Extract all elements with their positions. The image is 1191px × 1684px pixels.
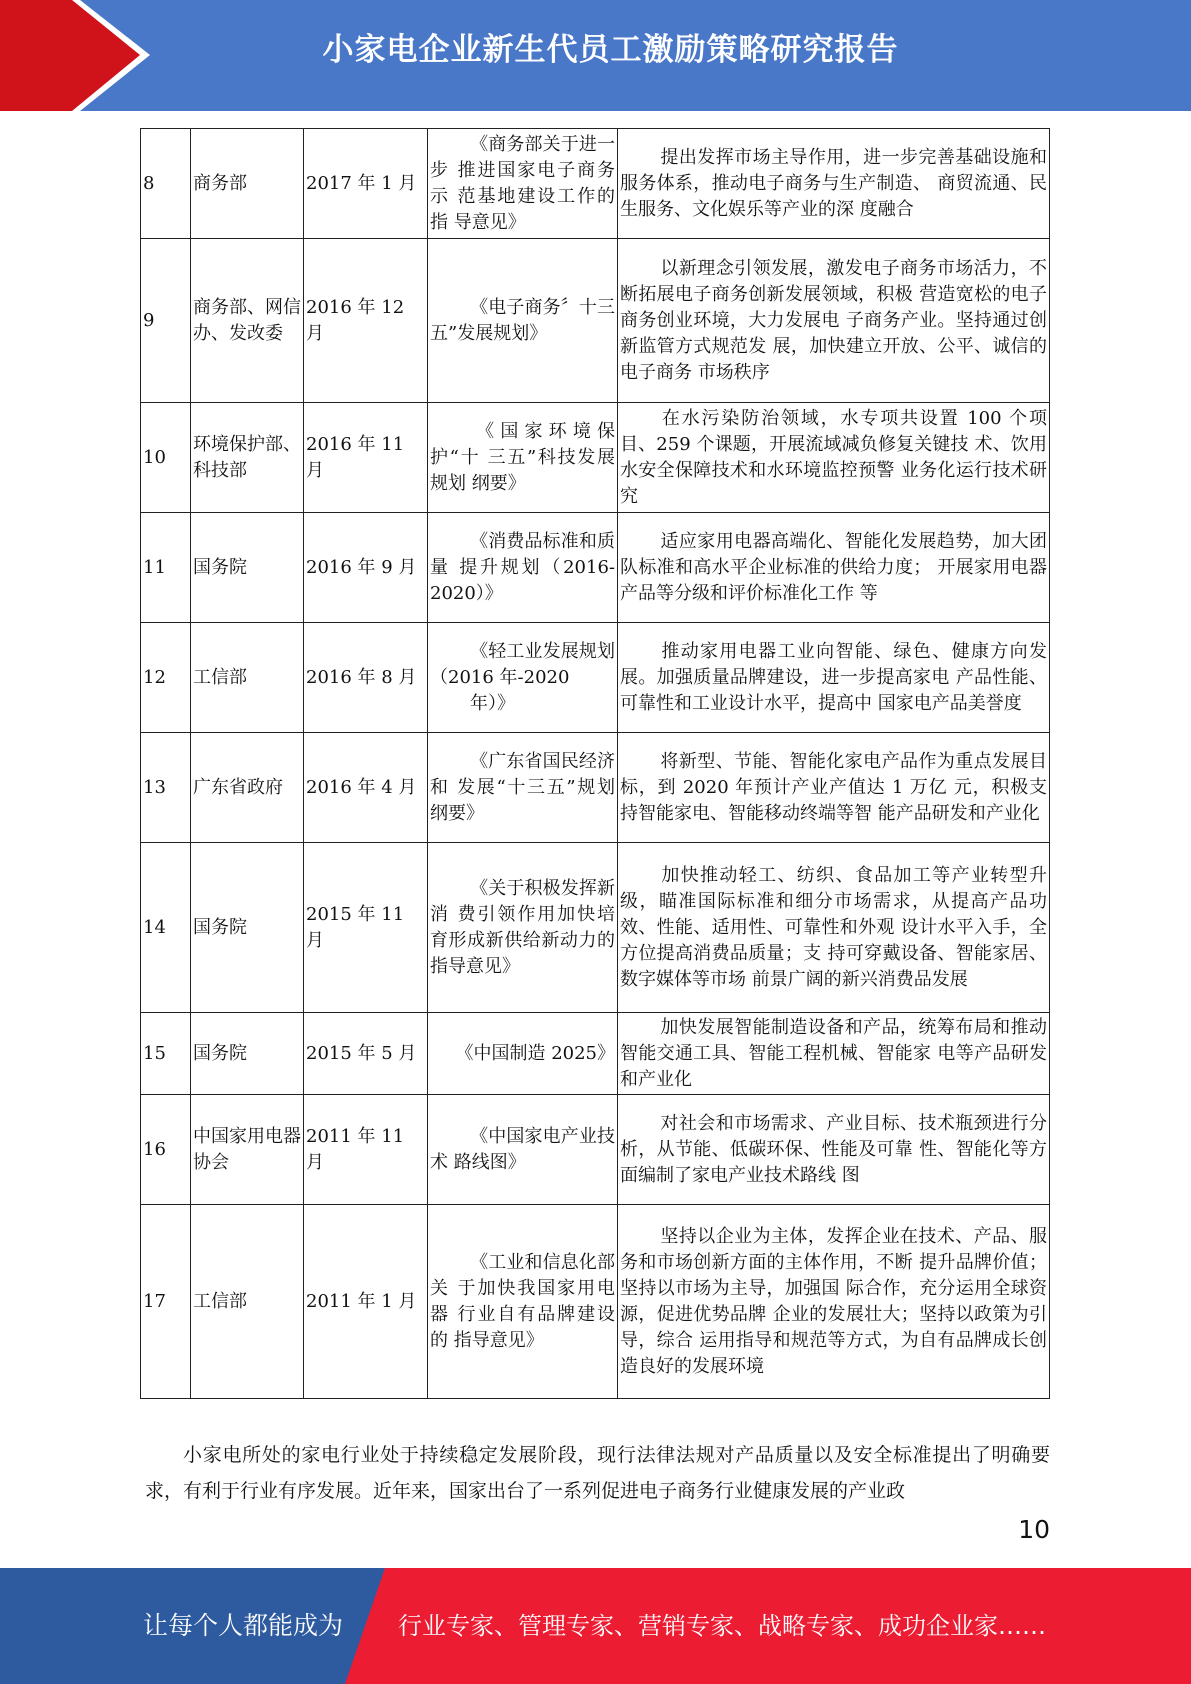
row-department: 国务院 — [191, 513, 304, 623]
row-policy-name: 《电子商务〞十三五”发展规划》 — [428, 239, 618, 403]
row-department: 广东省政府 — [191, 733, 304, 843]
row-number: 15 — [141, 1013, 191, 1095]
row-policy-content: 坚持以企业为主体，发挥企业在技术、产品、服务和市场创新方面的主体作用，不断 提升品牌价值；坚持以市场为主导，加强国 际合作，充分运用全球资源，促进优势品牌 企业的发展壮大；坚持以政策为引导，综合 运用指导和规范等方式，为自有品牌成长创 造良好的发展环境 — [618, 1205, 1050, 1399]
row-policy-name: 《消费品标准和质量 提升规划（2016-2020）》 — [428, 513, 618, 623]
body-paragraph: 小家电所处的家电行业处于持续稳定发展阶段，现行法律法规对产品质量以及安全标准提出了明确要求，有利于行业有序发展。近年来，国家出台了一系列促进电子商务行业健康发展的产业政 — [145, 1444, 1050, 1502]
report-title: 小家电企业新生代员工激励策略研究报告 — [322, 32, 899, 68]
row-policy-content: 推动家用电器工业向智能、绿色、健康方向发展。加强质量品牌建设，进一步提高家电 产品性能、可靠性和工业设计水平，提高中 国家电产品美誉度 — [618, 623, 1050, 733]
row-department: 环境保护部、科技部 — [191, 403, 304, 513]
row-policy-name: 《商务部关于进一步 推进国家电子商务示 范基地建设工作的指 导意见》 — [428, 129, 618, 239]
row-date: 2011 年 1 月 — [304, 1205, 428, 1399]
row-department: 国务院 — [191, 1013, 304, 1095]
row-department: 中国家用电器协会 — [191, 1095, 304, 1205]
row-department: 工信部 — [191, 623, 304, 733]
row-number: 13 — [141, 733, 191, 843]
row-policy-content: 适应家用电器高端化、智能化发展趋势，加大团队标准和高水平企业标准的供给力度； 开展家用电器产品等分级和评价标准化工作 等 — [618, 513, 1050, 623]
row-policy-name: 《轻工业发展规划（2016 年-2020 年）》 — [428, 623, 618, 733]
row-policy-content: 提出发挥市场主导作用，进一步完善基础设施和服务体系，推动电子商务与生产制造、 商贸流通、民生服务、文化娱乐等产业的深 度融合 — [618, 129, 1050, 239]
row-policy-content: 以新理念引领发展，激发电子商务市场活力，不断拓展电子商务创新发展领域，积极 营造宽松的电子商务创业环境，大力发展电 子商务产业。坚持通过创新监管方式规范发 展，加快建立开放、公平、诚信的电子商务 市场秩序 — [618, 239, 1050, 403]
row-department: 工信部 — [191, 1205, 304, 1399]
row-number: 14 — [141, 843, 191, 1013]
table-row — [141, 1013, 1050, 1095]
row-date: 2015 年 11 月 — [304, 843, 428, 1013]
footer-slogan-right: 行业专家、管理专家、营销专家、战略专家、成功企业家…… — [398, 1612, 1046, 1640]
row-date: 2016 年 4 月 — [304, 733, 428, 843]
row-date: 2017 年 1 月 — [304, 129, 428, 239]
row-date: 2016 年 9 月 — [304, 513, 428, 623]
row-date: 2011 年 11 月 — [304, 1095, 428, 1205]
row-policy-name: 《中国家电产业技术 路线图》 — [428, 1095, 618, 1205]
row-policy-content: 在水污染防治领域，水专项共设置 100 个项目、259 个课题，开展流域减负修复关键技 术、饮用水安全保障技术和水环境监控预警 业务化运行技术研究 — [618, 403, 1050, 513]
row-policy-name: 《国家环境保护“十 三五”科技发展规划 纲要》 — [428, 403, 618, 513]
row-number: 16 — [141, 1095, 191, 1205]
table-row — [141, 403, 1050, 513]
row-number: 17 — [141, 1205, 191, 1399]
row-policy-content: 对社会和市场需求、产业目标、技术瓶颈进行分析，从节能、低碳环保、性能及可靠 性、智能化等方面编制了家电产业技术路线 图 — [618, 1095, 1050, 1205]
row-number: 8 — [141, 129, 191, 239]
table-row — [141, 129, 1050, 239]
table-row — [141, 513, 1050, 623]
header-chevron-red-decoration — [0, 0, 140, 111]
row-date: 2016 年 11 月 — [304, 403, 428, 513]
row-policy-content: 加快发展智能制造设备和产品，统筹布局和推动智能交通工具、智能工程机械、智能家 电等产品研发和产业化 — [618, 1013, 1050, 1095]
row-number: 9 — [141, 239, 191, 403]
row-number: 11 — [141, 513, 191, 623]
row-department: 国务院 — [191, 843, 304, 1013]
row-date: 2015 年 5 月 — [304, 1013, 428, 1095]
row-policy-name: 《中国制造 2025》 — [428, 1013, 618, 1095]
table-row — [141, 733, 1050, 843]
row-date: 2016 年 8 月 — [304, 623, 428, 733]
row-policy-content: 将新型、节能、智能化家电产品作为重点发展目标，到 2020 年预计产业产值达 1 万亿 元，积极支持智能家电、智能移动终端等智 能产品研发和产业化 — [618, 733, 1050, 843]
row-department: 商务部 — [191, 129, 304, 239]
row-policy-name: 《关于积极发挥新消 费引领作用加快培育形成新供给新动力的 指导意见》 — [428, 843, 618, 1013]
row-number: 10 — [141, 403, 191, 513]
table-row — [141, 1205, 1050, 1399]
row-department: 商务部、网信办、发改委 — [191, 239, 304, 403]
page-number: 10 — [1018, 1515, 1050, 1544]
table-row — [141, 1095, 1050, 1205]
row-number: 12 — [141, 623, 191, 733]
page-header — [0, 0, 1191, 111]
policy-table — [140, 128, 1050, 1399]
table-row — [141, 623, 1050, 733]
table-row — [141, 239, 1050, 403]
footer-slogan-left: 让每个人都能成为 — [143, 1611, 344, 1640]
row-policy-content: 加快推动轻工、纺织、食品加工等产业转型升级，瞄准国际标准和细分市场需求，从提高产品功效、性能、适用性、可靠性和外观 设计水平入手，全方位提高消费品质量；支 持可穿戴设备、智能家居、数字媒体等市场 前景广阔的新兴消费品发展 — [618, 843, 1050, 1013]
table-row — [141, 843, 1050, 1013]
page-footer — [0, 1568, 1191, 1684]
row-date: 2016 年 12 月 — [304, 239, 428, 403]
row-policy-name: 《广东省国民经济和 发展“十三五”规划 纲要》 — [428, 733, 618, 843]
row-policy-name: 《工业和信息化部关 于加快我国家用电器 行业自有品牌建设的 指导意见》 — [428, 1205, 618, 1399]
